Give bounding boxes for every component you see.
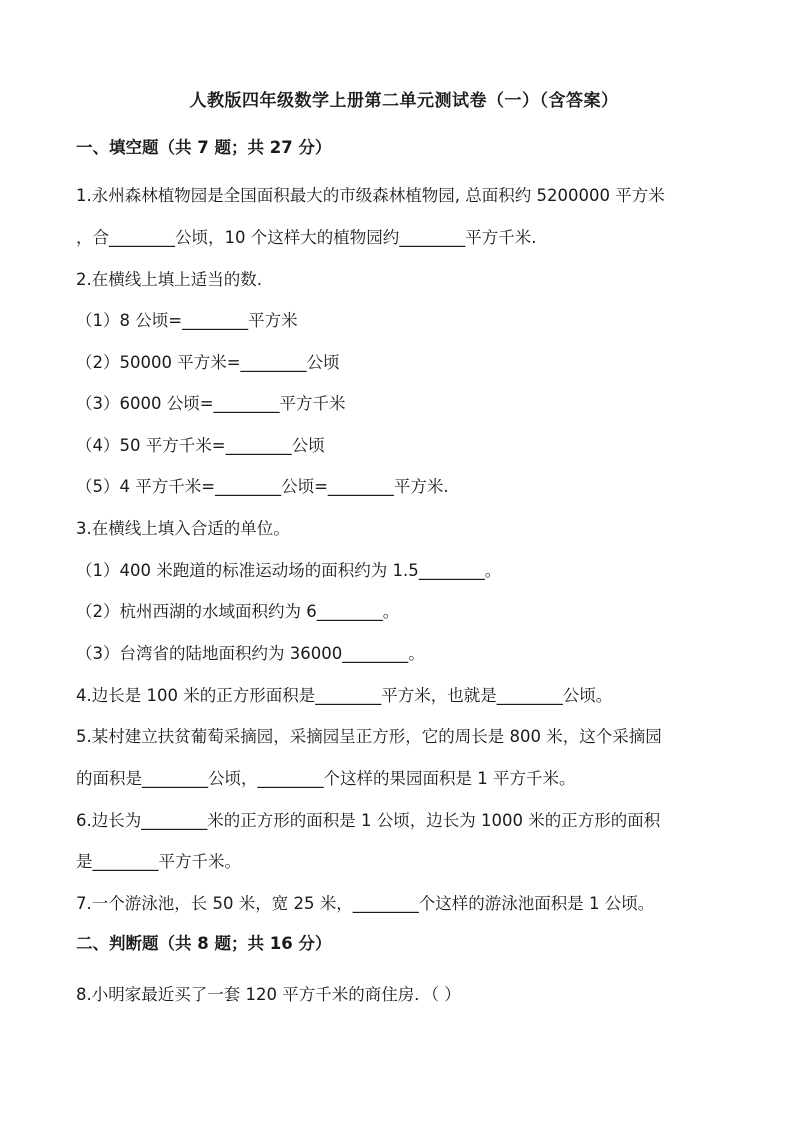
question-6-line-2: 是________平方千米。: [76, 852, 241, 871]
question-2-item-1: （1）8 公顷=________平方米: [76, 311, 298, 330]
question-1-line-1: 1.永州森林植物园是全国面积最大的市级森林植物园, 总面积约 5200000 平方米: [76, 186, 665, 205]
question-2-item-4: （4）50 平方千米=________公顷: [76, 436, 325, 455]
question-6-line-1: 6.边长为________米的正方形的面积是 1 公顷，边长为 1000 米的正方形的面积: [76, 811, 661, 830]
question-2-item-2: （2）50000 平方米=________公顷: [76, 353, 340, 372]
question-5-line-2: 的面积是________公顷，________个这样的果园面积是 1 平方千米。: [76, 769, 576, 788]
question-1-line-2: ，合________公顷，10 个这样大的植物园约________平方千米.: [76, 228, 537, 247]
section-heading-true-false: 二、判断题（共 8 题；共 16 分）: [76, 934, 332, 953]
question-7: 7.一个游泳池，长 50 米，宽 25 米，________个这样的游泳池面积是 1 公顷。: [76, 894, 655, 913]
document-title: 人教版四年级数学上册第二单元测试卷（一）（含答案）: [189, 91, 619, 111]
question-3-item-1: （1）400 米跑道的标准运动场的面积约为 1.5________。: [76, 561, 502, 580]
question-8: 8.小明家最近买了一套 120 平方千米的商住房．（ ）: [76, 985, 461, 1004]
question-2-item-5: （5）4 平方千米=________公顷=________平方米.: [76, 477, 449, 496]
section-heading-fill-in-blank: 一、填空题（共 7 题；共 27 分）: [76, 138, 332, 157]
question-3-item-3: （3）台湾省的陆地面积约为 36000________。: [76, 644, 425, 663]
question-2-stem: 2.在横线上填上适当的数.: [76, 270, 262, 289]
question-3-item-2: （2）杭州西湖的水域面积约为 6________。: [76, 602, 400, 621]
question-5-line-1: 5.某村建立扶贫葡萄采摘园，采摘园呈正方形，它的周长是 800 米，这个采摘园: [76, 727, 662, 746]
question-3-stem: 3.在横线上填入合适的单位。: [76, 519, 290, 538]
question-2-item-3: （3）6000 公顷=________平方千米: [76, 394, 346, 413]
question-4: 4.边长是 100 米的正方形面积是________平方米，也就是________公顷。: [76, 686, 613, 705]
